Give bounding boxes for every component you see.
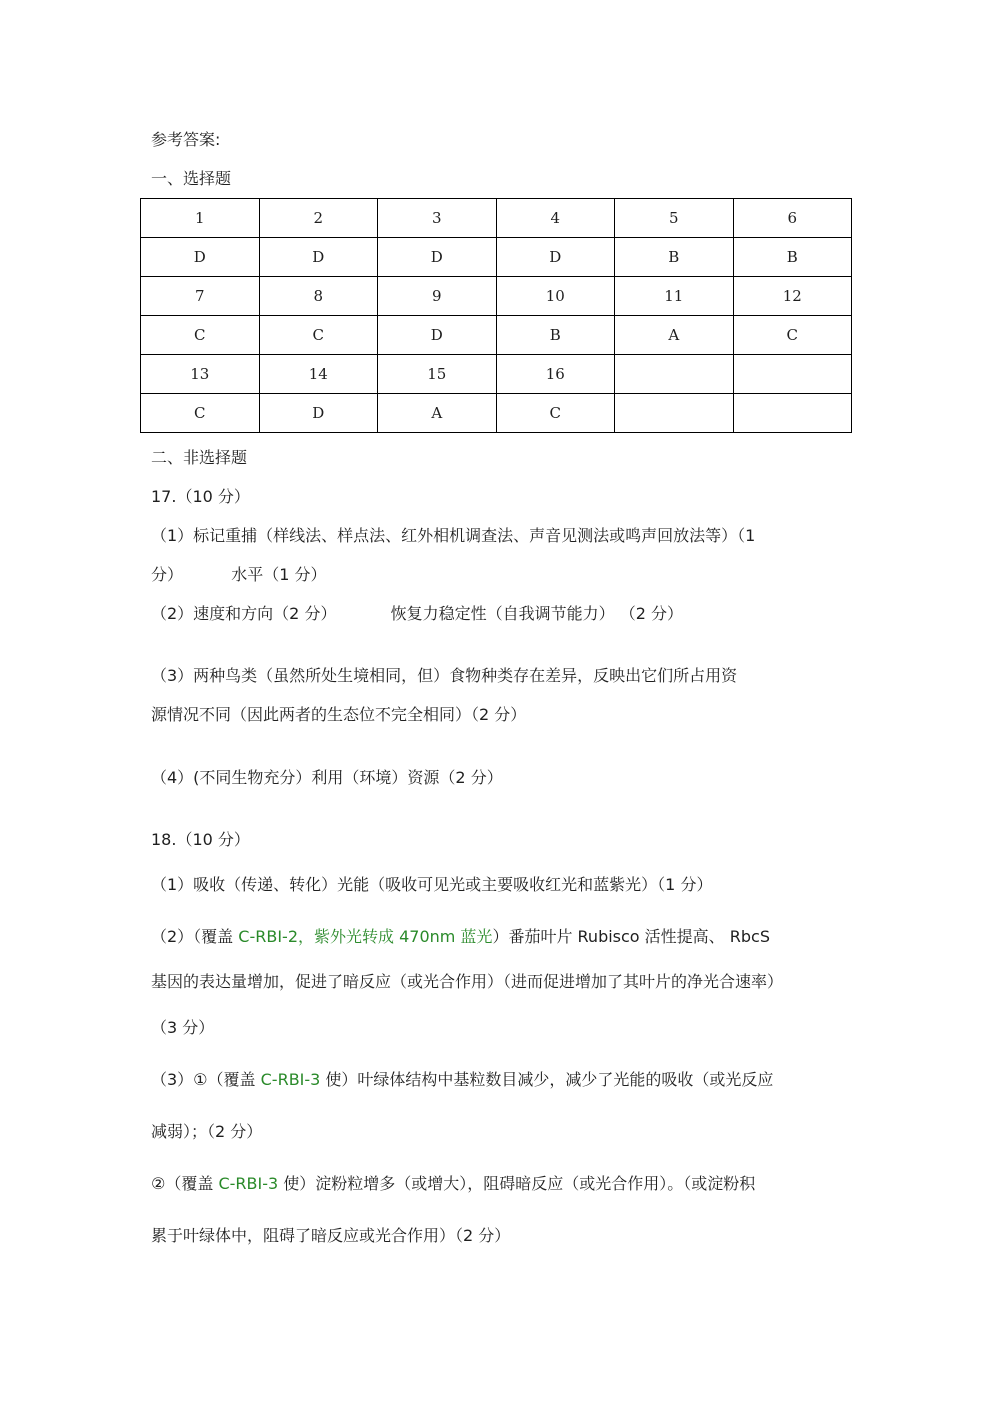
q18-answer-3b-highlight: C-RBI-3 <box>218 1174 279 1193</box>
q18-answer-3b-post: 使）淀粉粒增多（或增大），阻碍暗反应（或光合作用）。（或淀粉积 <box>278 1174 756 1193</box>
q17-title: 17.（10 分） <box>151 487 250 506</box>
table-row <box>141 238 852 277</box>
q18-answer-3-line2: 减弱）；（2 分） <box>151 1122 263 1141</box>
q17-answer-4: （4）(不同生物充分）利用（环境）资源（2 分） <box>151 768 503 787</box>
q17-answer-3-line1: （3）两种鸟类（虽然所处生境相同，但）食物种类存在差异，反映出它们所占用资 <box>151 666 738 685</box>
table-cell: 14 <box>259 355 378 394</box>
table-cell: 12 <box>733 277 852 316</box>
table-cell: A <box>378 394 497 433</box>
table-cell <box>615 394 734 433</box>
table-cell <box>615 355 734 394</box>
table-cell: B <box>615 238 734 277</box>
table-cell: B <box>496 316 615 355</box>
table-cell: D <box>259 394 378 433</box>
table-cell: D <box>378 238 497 277</box>
q17-answer-1-end: 分） <box>151 565 184 584</box>
q18-answer-3b-pre: ②（覆盖 <box>151 1174 219 1193</box>
table-cell <box>733 355 852 394</box>
q18-answer-2-line1 <box>151 927 770 947</box>
section-title-choice: 一、选择题 <box>151 169 232 188</box>
table-cell: C <box>141 316 260 355</box>
table-cell: 2 <box>259 199 378 238</box>
table-cell: 4 <box>496 199 615 238</box>
table-cell: C <box>141 394 260 433</box>
table-cell: D <box>378 316 497 355</box>
q17-answer-2-a: （2）速度和方向（2 分） <box>151 604 337 623</box>
q18-answer-2-line3: （3 分） <box>151 1018 215 1037</box>
table-row <box>141 394 852 433</box>
table-cell: 8 <box>259 277 378 316</box>
q18-answer-3-line1 <box>151 1070 773 1090</box>
q17-answer-1-line2 <box>151 565 326 585</box>
q17-answer-1-b: 水平（1 分） <box>231 565 327 584</box>
table-cell: A <box>615 316 734 355</box>
table-cell: 3 <box>378 199 497 238</box>
table-cell: C <box>259 316 378 355</box>
table-cell: D <box>141 238 260 277</box>
table-cell: 6 <box>733 199 852 238</box>
table-cell: 9 <box>378 277 497 316</box>
q18-answer-3b-line2: 累于叶绿体中，阻碍了暗反应或光合作用）（2 分） <box>151 1226 511 1245</box>
section-title-nonchoice: 二、非选择题 <box>151 448 248 467</box>
table-cell: D <box>496 238 615 277</box>
table-cell <box>733 394 852 433</box>
q18-answer-3-post: 使）叶绿体结构中基粒数目减少，减少了光能的吸收（或光反应 <box>320 1070 774 1089</box>
table-cell: 13 <box>141 355 260 394</box>
table-row <box>141 199 852 238</box>
table-cell: 7 <box>141 277 260 316</box>
table-cell: C <box>496 394 615 433</box>
q18-title: 18.（10 分） <box>151 830 250 849</box>
page-heading: 参考答案: <box>151 130 221 149</box>
table-cell: 15 <box>378 355 497 394</box>
q17-answer-1-line1: （1）标记重捕（样线法、样点法、红外相机调查法、声音见测法或鸣声回放法等）（1 <box>151 526 756 545</box>
q18-answer-3-pre: （3）①（覆盖 <box>151 1070 261 1089</box>
q18-answer-3-highlight: C-RBI-3 <box>260 1070 321 1089</box>
answer-table <box>140 198 852 433</box>
q17-answer-2-b: 恢复力稳定性（自我调节能力） （2 分） <box>390 604 683 623</box>
q17-answer-3-line2: 源情况不同（因此两者的生态位不完全相同）（2 分） <box>151 705 527 724</box>
table-cell: 11 <box>615 277 734 316</box>
table-cell: 5 <box>615 199 734 238</box>
q18-answer-2-pre: （2）（覆盖 <box>151 927 239 946</box>
table-cell: C <box>733 316 852 355</box>
q17-answer-2 <box>151 604 683 624</box>
table-cell: D <box>259 238 378 277</box>
table-cell: 1 <box>141 199 260 238</box>
table-cell: 10 <box>496 277 615 316</box>
q18-answer-3b-line1 <box>151 1174 755 1194</box>
table-row <box>141 277 852 316</box>
q18-answer-1: （1）吸收（传递、转化）光能（吸收可见光或主要吸收红光和蓝紫光）（1 分） <box>151 875 713 894</box>
q18-answer-2-line2: 基因的表达量增加，促进了暗反应（或光合作用）（进而促进增加了其叶片的净光合速率） <box>151 972 784 991</box>
q18-answer-2-post: ）番茄叶片 Rubisco 活性提高、 RbcS <box>492 927 770 946</box>
table-cell: B <box>733 238 852 277</box>
table-row <box>141 316 852 355</box>
table-row <box>141 355 852 394</box>
q18-answer-2-highlight: C-RBI-2，紫外光转成 470nm 蓝光 <box>238 927 493 946</box>
table-cell: 16 <box>496 355 615 394</box>
